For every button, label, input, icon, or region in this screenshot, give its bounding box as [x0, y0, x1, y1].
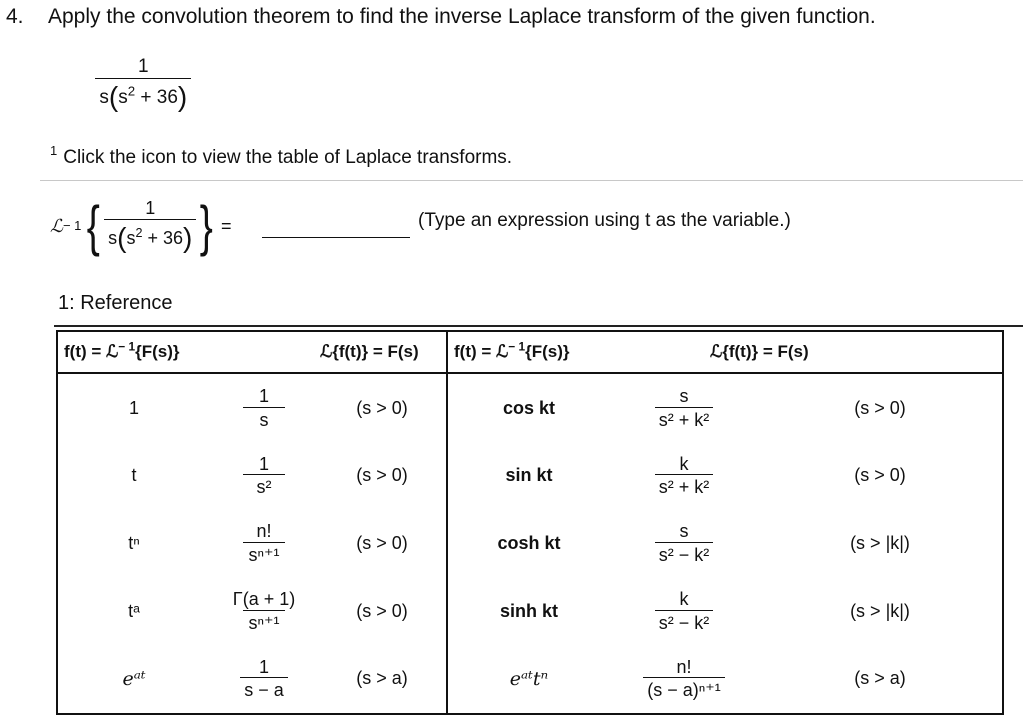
paren-open: ( [108, 80, 119, 112]
brace-close: } [200, 194, 214, 257]
table-row [57, 577, 1003, 645]
f2-cell: sinh kt [447, 577, 610, 645]
c2-cell: (s > 0) [854, 465, 906, 486]
eq-den-prefix: s [108, 227, 118, 248]
eq-fraction [104, 198, 196, 254]
answer-input[interactable] [262, 237, 410, 238]
eq-paren-open: ( [117, 221, 127, 253]
c1-cell: (s > a) [356, 668, 408, 689]
F2-cell: $\frac{s}{\text{s² + k²}}$ [610, 373, 758, 442]
c1-cell: (s > 0) [356, 532, 408, 553]
f2-cell: sin kt [447, 442, 610, 510]
answer-equation: ℒ − 1 { $\frac{1}{s(s^2 + 36)}$ } = [50, 194, 232, 257]
c1-cell: (s > 0) [356, 600, 408, 621]
paren-close: ) [177, 80, 188, 112]
eq-denominator [104, 219, 196, 254]
F2-cell: $\frac{k}{\text{s² + k²}}$ [610, 442, 758, 510]
reference-title: 1: Reference [58, 292, 173, 314]
reference-rule [54, 325, 1023, 327]
c2-cell: (s > |k|) [850, 532, 910, 553]
header-f-right: f(t) = ℒ$^{- 1}${F(s)} [447, 331, 610, 373]
given-den-inner: s [118, 86, 128, 108]
note-mark[interactable]: 1 [50, 143, 58, 158]
table-row [57, 645, 1003, 714]
table-row [57, 373, 1003, 442]
given-numerator: 1 [138, 56, 149, 77]
note-text: Click the icon to view the table of Laplace transforms. [63, 147, 513, 168]
f2-cell: eᵃᵗtⁿ [447, 645, 610, 714]
laplace-operator: ℒ [50, 215, 63, 237]
F2-cell: $\frac{n!}{\text{(s − a)ⁿ⁺¹}}$ [610, 645, 758, 714]
table-row [57, 510, 1003, 578]
f1-cell: 1 [128, 397, 139, 418]
eq-numerator: 1 [145, 198, 156, 219]
eq-den-suffix: + 36 [142, 227, 183, 248]
F1-cell: $\frac{1}{s - a}$ [210, 645, 318, 714]
c1-cell: (s > 0) [356, 397, 408, 418]
c2-cell: (s > 0) [854, 397, 906, 418]
table-row [57, 442, 1003, 510]
f1-cell: tⁿ [128, 532, 140, 553]
given-den-prefix: s [99, 86, 109, 108]
F1-cell: $\frac{1}{\text{s²}}$ [210, 442, 318, 510]
f2-cell: cosh kt [447, 510, 610, 578]
table-header-row [57, 331, 1003, 373]
answer-hint: (Type an expression using t as the variable.) [418, 210, 791, 231]
question-number: 4. [6, 5, 24, 28]
laplace-table [56, 330, 1004, 715]
given-denominator [95, 78, 191, 113]
header-F-left: ℒ{f(t)} = F(s) [210, 331, 447, 373]
c2-cell: (s > a) [854, 668, 906, 689]
F1-cell: $\frac{n!}{\text{sⁿ⁺¹}}$ [210, 510, 318, 578]
f1-cell: eᵃᵗ [122, 667, 146, 690]
F1-cell: $\frac{1}{s}$ [210, 373, 318, 442]
eq-den-power: 2 [135, 225, 143, 240]
c2-cell: (s > |k|) [850, 600, 910, 621]
eq-den-inner: s [126, 227, 136, 248]
given-den-suffix: + 36 [135, 86, 178, 108]
given-function [88, 56, 199, 113]
c1-cell: (s > 0) [356, 465, 408, 486]
header-F-right: ℒ{f(t)} = F(s) [610, 331, 1003, 373]
section-divider [40, 180, 1023, 181]
question-text: Apply the convolution theorem to find the inverse Laplace transform of the given function. [48, 5, 876, 28]
given-den-power: 2 [127, 83, 136, 99]
f2-cell: cos kt [447, 373, 610, 442]
header-f-left: f(t) = ℒ$^{- 1}${F(s)} [57, 331, 210, 373]
equals-sign: = [221, 215, 232, 236]
f1-cell: tᵃ [128, 600, 140, 621]
F2-cell: $\frac{k}{\text{s² − k²}}$ [610, 577, 758, 645]
F1-cell: $\frac{\Gamma(a + 1)}{\text{sⁿ⁺¹}}$ [232, 588, 296, 633]
brace-open: { [87, 194, 101, 257]
F2-cell: $\frac{s}{\text{s² − k²}}$ [610, 510, 758, 578]
f1-cell: t [131, 465, 137, 486]
table-link-note[interactable] [50, 143, 512, 169]
eq-paren-close: ) [183, 221, 193, 253]
